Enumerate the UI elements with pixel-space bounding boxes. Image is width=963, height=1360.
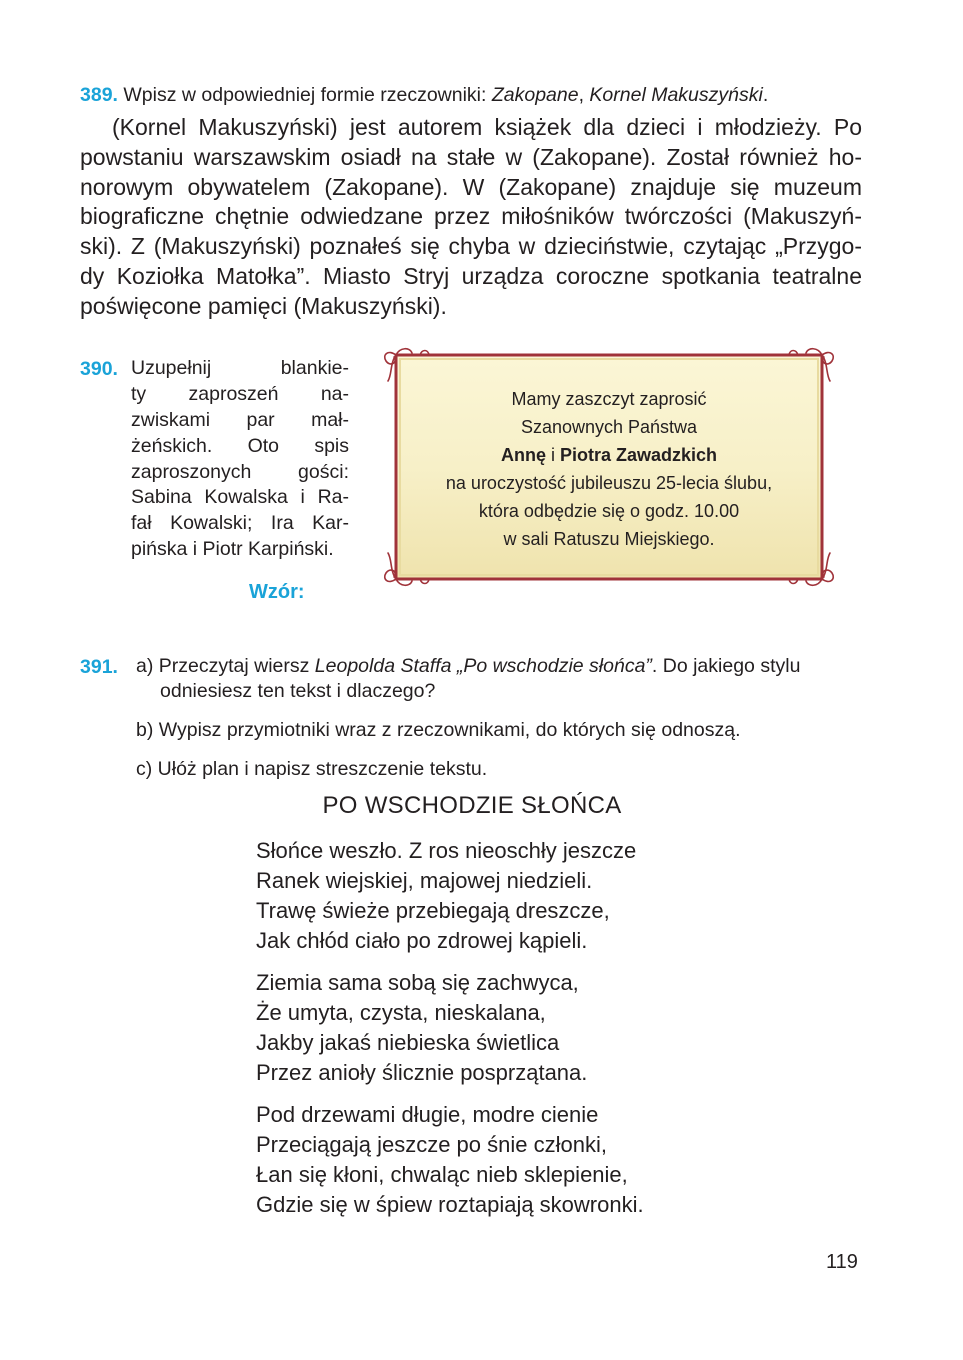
verse: Że umyta, czysta, nieskalana, (256, 1000, 546, 1025)
poem (256, 836, 876, 1232)
exercise-389-paragraph (80, 113, 862, 322)
invitation-text (390, 385, 828, 553)
paragraph-line: dy Koziołka Matołka”. Miasto Stryj urządza coroczne spotkania teatralne (80, 262, 862, 289)
invitation-line: Mamy zaszczyt zaprosić (511, 389, 707, 409)
paragraph-line: biograficzne chętnie odwiedzane przez miłośników twórczości (Makuszyń- (80, 203, 862, 230)
verse: Przez anioły ślicznie posprzątana. (256, 1060, 588, 1085)
exercise-number: 390. (80, 358, 118, 380)
task-a-text-end: . Do jakiego stylu odniesiesz ten tekst i dlaczego? (160, 655, 801, 702)
invitation-line: na uroczystość jubileuszu 25-lecia ślubu, (445, 473, 773, 493)
task-word-1: Zakopane (491, 84, 579, 106)
invitee-name-1: Annę (500, 445, 546, 465)
conjunction: i (545, 445, 560, 465)
invitation-line: która odbędzie się o godz. 10.00 (478, 501, 740, 521)
pattern-label: Wzór: (249, 581, 305, 603)
task-a (136, 654, 876, 704)
task-line: żeńskich. Oto spis (131, 434, 349, 457)
task-b: b) Wypisz przymiotniki wraz z rzeczownikami, do których się odnoszą. (136, 719, 741, 741)
separator: , (578, 84, 590, 106)
verse: Łan się kłoni, chwaląc nieb sklepienie, (256, 1162, 628, 1187)
invitation-line: w sali Ratuszu Miejskiego. (503, 529, 715, 549)
task-line: ty zaproszeń na- (131, 382, 349, 405)
verse: Ranek wiejskiej, majowej niedzieli. (256, 868, 593, 893)
paragraph-line: poświęcone pamięci (Makuszyński). (80, 292, 447, 319)
paragraph-line: powstaniu warszawskim osiadł na stałe w (Zakopane). Został również ho- (80, 143, 862, 170)
verse: Przeciągają jeszcze po śnie członki, (256, 1132, 607, 1157)
task-line: zaproszonych gości: (131, 460, 349, 483)
invitee-name-2: Piotra Zawadzkich (559, 445, 718, 465)
stanza (256, 968, 876, 1088)
exercise-391-tasks (136, 654, 876, 796)
invitation-card (380, 345, 838, 590)
invitation-names (390, 441, 828, 469)
poem-title: PO WSCHODZIE SŁOŃCA (322, 792, 622, 819)
exercise-number: 389. (80, 84, 118, 106)
task-line: zwiskami par mał- (131, 408, 349, 431)
stanza (256, 1100, 876, 1220)
task-line: Sabina Kowalska i Ra- (131, 486, 349, 509)
invitation-line: Szanownych Państwa (520, 417, 698, 437)
page-number: 119 (826, 1251, 858, 1273)
verse: Gdzie się w śpiew roztapiają skowronki. (256, 1192, 644, 1217)
verse: Trawę świeże przebiegają dreszcze, (256, 898, 610, 923)
stanza (256, 836, 876, 956)
verse: Pod drzewami długie, modre cienie (256, 1102, 599, 1127)
paragraph-line: norowym obywatelem (Zakopane). W (Zakopane) znajduje się muzeum (80, 173, 862, 200)
poem-reference: Leopolda Staffa „Po wschodzie słońca” (314, 655, 652, 677)
task-line: pińska i Piotr Karpiński. (131, 538, 334, 561)
exercise-390-task (131, 356, 349, 563)
task-line: fał Kowalski; Ira Kar- (131, 512, 349, 535)
verse: Jakby jakaś niebieska świetlica (256, 1030, 560, 1055)
verse: Jak chłód ciało po zdrowej kąpieli. (256, 928, 588, 953)
task-c: c) Ułóż plan i napisz streszczenie tekstu. (136, 758, 488, 780)
period: . (762, 84, 769, 106)
verse: Ziemia sama sobą się zachwyca, (256, 970, 579, 995)
verse: Słońce weszło. Z ros nieoschły jeszcze (256, 838, 637, 863)
exercise-number: 391. (80, 656, 118, 678)
paragraph-line: (Kornel Makuszyński) jest autorem książek dla dzieci i młodzieży. Po (112, 114, 862, 140)
exercise-389-task (80, 82, 880, 108)
paragraph-line: ski). Z (Makuszyński) poznałeś się chyba w dzieciństwie, czytając „Przygo- (80, 233, 862, 260)
task-text: Wpisz w odpowiedniej formie rzeczowniki: (123, 84, 492, 106)
task-line: Uzupełnij blankie- (131, 357, 349, 379)
task-a-text: a) Przeczytaj wiersz (136, 655, 315, 677)
task-word-2: Kornel Makuszyński (589, 84, 763, 106)
